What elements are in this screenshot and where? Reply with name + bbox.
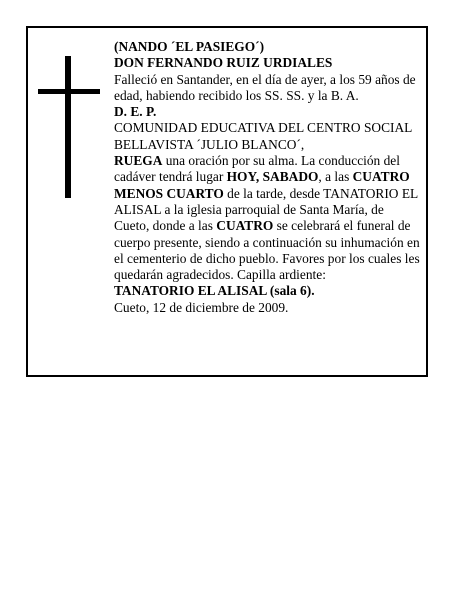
body-text-3: de la tarde, desde TANATORIO EL ALISAL a la iglesia parroquial de Santa María, de Cueto, donde a las [114, 185, 418, 234]
death-announcement: Falleció en Santander, en el día de ayer, a los 59 años de edad, habiendo recibido los SS. SS. y la B. A. [114, 71, 416, 103]
latin-cross-icon [38, 56, 100, 198]
chapel-name: TANATORIO EL ALISAL (sala 6). [114, 283, 315, 299]
cross-horizontal-bar [38, 89, 100, 94]
obituary-notice [26, 26, 428, 377]
body-text-1: una oración por su alma. La conducción del cadáver tendrá lugar [114, 153, 400, 185]
cross-vertical-bar [65, 56, 71, 198]
community-name: COMUNIDAD EDUCATIVA DEL CENTRO SOCIAL BELLAVISTA ´JULIO BLANCO´, [114, 120, 412, 152]
nickname: (NANDO ´EL PASIEGO´) [114, 39, 265, 54]
place-date: Cueto, 12 de diciembre de 2009. [114, 299, 289, 315]
notice-body [114, 153, 422, 283]
ruega-word: RUEGA [114, 153, 163, 169]
day-text: HOY, SABADO [226, 169, 319, 185]
notice-text [114, 39, 422, 316]
body-text-4: se celebrará el funeral de cuerpo presente, siendo a continuación su inhumación en el cementerio de dicho pueblo. Favores por los cuales les quedarán agradecidos. Capilla ardiente: [114, 218, 420, 283]
dep-line: D. E. P. [114, 104, 157, 120]
time-text-2: CUATRO [216, 218, 274, 234]
time-text-1: CUATRO MENOS CUARTO [114, 169, 410, 201]
deceased-name: DON FERNANDO RUIZ URDIALES [114, 55, 333, 71]
body-text-2: , a las [318, 169, 353, 185]
